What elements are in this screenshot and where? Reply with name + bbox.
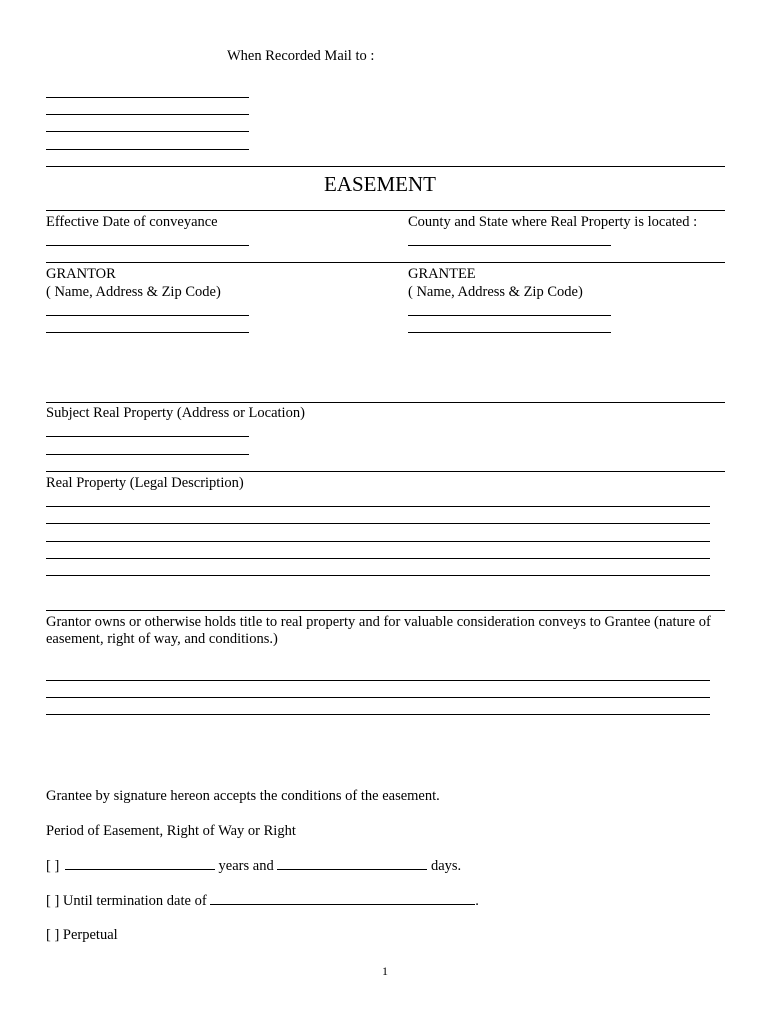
mail-to-line-3[interactable] [46, 131, 249, 132]
grantee-line-1[interactable] [408, 315, 611, 316]
subject-property-label: Subject Real Property (Address or Location) [46, 405, 305, 421]
legal-description-line-5[interactable] [46, 575, 710, 576]
period-option-perpetual[interactable]: [ ] Perpetual [46, 927, 118, 943]
years-field[interactable] [65, 857, 215, 870]
divider [46, 210, 725, 211]
legal-description-line-1[interactable] [46, 506, 710, 507]
subject-property-line-2[interactable] [46, 454, 249, 455]
period-heading: Period of Easement, Right of Way or Right [46, 823, 296, 839]
days-field[interactable] [277, 857, 427, 870]
conveyance-line-1[interactable] [46, 680, 710, 681]
termination-label[interactable]: [ ] Until termination date of [46, 893, 207, 909]
divider [46, 402, 725, 403]
legal-description-line-4[interactable] [46, 558, 710, 559]
termination-period: . [475, 893, 479, 909]
mail-to-label: When Recorded Mail to : [227, 48, 375, 64]
divider [46, 166, 725, 167]
county-state-label: County and State where Real Property is located : [408, 214, 698, 230]
document-title: EASEMENT [324, 172, 436, 196]
acceptance-statement: Grantee by signature hereon accepts the conditions of the easement. [46, 788, 440, 804]
page-number: 1 [382, 964, 388, 978]
conveyance-paragraph: Grantor owns or otherwise holds title to real property and for valuable consideration conveys to Grantee (nature of easement, right of way, and conditions.) [46, 614, 711, 647]
grantor-subheading: ( Name, Address & Zip Code) [46, 284, 221, 300]
grantee-line-2[interactable] [408, 332, 611, 333]
mail-to-line-1[interactable] [46, 97, 249, 98]
option-checkbox[interactable]: [ ] [46, 858, 60, 874]
legal-description-line-3[interactable] [46, 541, 710, 542]
county-state-field[interactable] [408, 245, 611, 246]
days-label: days. [430, 858, 462, 874]
grantee-subheading: ( Name, Address & Zip Code) [408, 284, 583, 300]
legal-description-line-2[interactable] [46, 523, 710, 524]
period-option-years-days [46, 857, 461, 875]
grantor-heading: GRANTOR [46, 266, 116, 282]
divider [46, 262, 725, 263]
mail-to-line-2[interactable] [46, 114, 249, 115]
period-option-termination [46, 892, 479, 910]
effective-date-label: Effective Date of conveyance [46, 214, 218, 230]
legal-description-label: Real Property (Legal Description) [46, 475, 244, 491]
conveyance-line-2[interactable] [46, 697, 710, 698]
subject-property-line-1[interactable] [46, 436, 249, 437]
grantee-heading: GRANTEE [408, 266, 476, 282]
termination-date-field[interactable] [210, 892, 475, 905]
grantor-line-2[interactable] [46, 332, 249, 333]
mail-to-line-4[interactable] [46, 149, 249, 150]
divider [46, 610, 725, 611]
divider [46, 471, 725, 472]
years-label: years and [218, 858, 274, 874]
effective-date-field[interactable] [46, 245, 249, 246]
conveyance-line-3[interactable] [46, 714, 710, 715]
grantor-line-1[interactable] [46, 315, 249, 316]
